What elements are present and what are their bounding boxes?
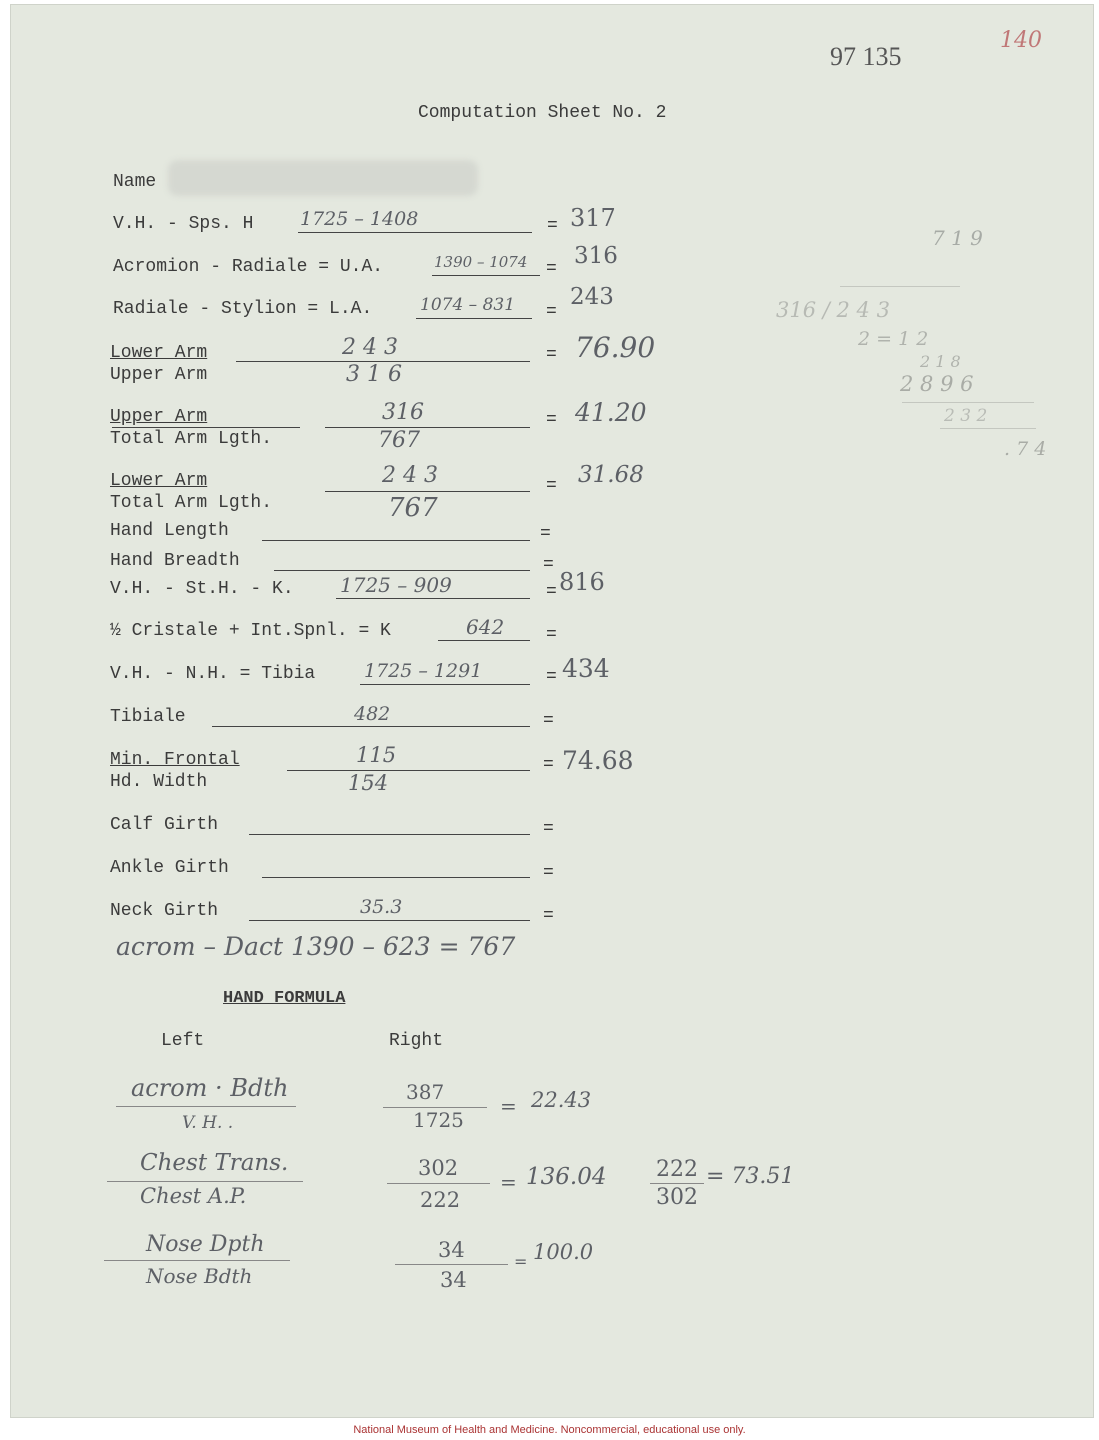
acromion-result: 316 bbox=[574, 243, 618, 269]
ratio2-result: 136.04 bbox=[526, 1164, 607, 1190]
ratio3-den: 34 bbox=[440, 1268, 467, 1292]
margin-note-line bbox=[902, 402, 1034, 403]
acrom-bdth-label: acrom · Bdth bbox=[131, 1074, 289, 1102]
ratio3-result: 100.0 bbox=[533, 1240, 594, 1264]
margin-note-line bbox=[940, 428, 1036, 429]
vh-nh-fill: 1725 – 1291 bbox=[364, 660, 483, 682]
neck-girth-eq: = bbox=[543, 906, 554, 926]
ratio2-extra-line bbox=[650, 1183, 704, 1184]
vh-label: V. H. . bbox=[182, 1113, 234, 1133]
acromion-fill: 1390 – 1074 bbox=[434, 253, 528, 271]
lower-total-num-label: Lower Arm bbox=[110, 471, 208, 491]
cristale-line bbox=[438, 640, 530, 641]
radiale-result: 243 bbox=[570, 284, 614, 310]
sheet-code: 97 135 bbox=[830, 42, 902, 71]
ratio3-num: 34 bbox=[438, 1238, 465, 1262]
lower-total-result: 31.68 bbox=[578, 462, 644, 488]
margin-note: . 7 4 bbox=[1004, 438, 1047, 460]
lower-upper-num: 2 4 3 bbox=[342, 335, 398, 360]
frontal-den: 154 bbox=[348, 771, 389, 795]
calf-girth-line bbox=[249, 834, 530, 835]
vh-nh-eq: = bbox=[546, 667, 557, 687]
cristale-label: ½ Cristale + Int.Spnl. = K bbox=[110, 621, 391, 641]
redacted-name bbox=[168, 160, 478, 196]
upper-total-line bbox=[325, 427, 530, 428]
radiale-label: Radiale - Stylion = L.A. bbox=[113, 299, 373, 319]
vh-nh-result: 434 bbox=[562, 654, 610, 683]
acromion-line bbox=[432, 275, 540, 276]
margin-note: 2 1 8 bbox=[920, 352, 961, 371]
lower-total-den: 767 bbox=[388, 493, 438, 523]
ankle-girth-label: Ankle Girth bbox=[110, 858, 229, 878]
ratio1-num: 387 bbox=[406, 1080, 445, 1104]
margin-note-line bbox=[840, 286, 960, 287]
margin-note: 7 1 9 bbox=[932, 226, 983, 250]
acrom-bdth-label-line bbox=[116, 1106, 296, 1107]
frontal-num: 115 bbox=[356, 743, 397, 767]
lower-upper-result: 76.90 bbox=[575, 331, 656, 364]
upper-total-num-label: Upper Arm bbox=[110, 407, 208, 427]
acromion-eq: = bbox=[546, 259, 557, 279]
tibiale-eq: = bbox=[543, 711, 554, 731]
right-heading: Right bbox=[389, 1031, 444, 1051]
hand-breadth-label: Hand Breadth bbox=[110, 551, 240, 571]
ratio2-extra-result: = 73.51 bbox=[706, 1164, 795, 1189]
lower-upper-eq: = bbox=[546, 345, 557, 365]
hand-length-eq: = bbox=[540, 524, 551, 544]
lower-upper-num-label: Lower Arm bbox=[110, 343, 208, 363]
vh-sps-result: 317 bbox=[570, 204, 616, 232]
frontal-num-label: Min. Frontal bbox=[110, 750, 240, 770]
nose-label-line bbox=[104, 1260, 290, 1261]
vh-sth-result: 816 bbox=[559, 568, 605, 596]
lower-upper-den-label: Upper Arm bbox=[110, 365, 208, 385]
margin-note: 2 3 2 bbox=[944, 406, 988, 426]
acrom-dact-note: acrom – Dact 1390 – 623 = 767 bbox=[116, 932, 516, 961]
vh-sps-eq: = bbox=[547, 216, 558, 236]
upper-total-result: 41.20 bbox=[575, 398, 647, 427]
nose-dpth-label: Nose Dpth bbox=[146, 1232, 265, 1257]
frontal-eq: = bbox=[543, 755, 554, 775]
vh-sth-eq: = bbox=[546, 582, 557, 602]
ankle-girth-eq: = bbox=[543, 863, 554, 883]
frontal-line bbox=[287, 770, 530, 771]
chest-ap-label: Chest A.P. bbox=[140, 1184, 247, 1208]
ratio2-den: 222 bbox=[420, 1188, 461, 1212]
lower-upper-den: 3 1 6 bbox=[346, 362, 402, 387]
neck-girth-line bbox=[249, 920, 530, 921]
calf-girth-label: Calf Girth bbox=[110, 815, 219, 835]
vh-sps-fill: 1725 – 1408 bbox=[300, 208, 419, 230]
chest-label-line bbox=[107, 1181, 303, 1182]
upper-total-den-label: Total Arm Lgth. bbox=[110, 429, 273, 449]
lower-total-eq: = bbox=[546, 476, 557, 496]
page-title: Computation Sheet No. 2 bbox=[418, 103, 667, 123]
upper-total-num: 316 bbox=[382, 400, 424, 425]
vh-nh-line bbox=[360, 684, 530, 685]
frontal-den-label: Hd. Width bbox=[110, 772, 208, 792]
tibiale-fill: 482 bbox=[354, 703, 391, 725]
margin-note: 2 = 1 2 bbox=[858, 328, 929, 350]
ratio1-eq: = bbox=[500, 1094, 517, 1118]
tibiale-label: Tibiale bbox=[110, 707, 186, 727]
ratio2-extra-num: 222 bbox=[656, 1157, 698, 1182]
hand-length-line bbox=[262, 540, 530, 541]
left-heading: Left bbox=[161, 1031, 205, 1051]
vh-sth-label: V.H. - St.H. - K. bbox=[110, 579, 294, 599]
ratio1-den: 1725 bbox=[413, 1108, 464, 1132]
hand-formula-title: HAND FORMULA bbox=[223, 989, 346, 1008]
red-mark: 140 bbox=[1000, 28, 1042, 53]
cristale-fill: 642 bbox=[466, 615, 505, 639]
ratio3-line bbox=[395, 1264, 508, 1265]
vh-sth-fill: 1725 – 909 bbox=[340, 573, 452, 597]
neck-girth-label: Neck Girth bbox=[110, 901, 219, 921]
ratio2-extra-den: 302 bbox=[656, 1185, 698, 1210]
vh-nh-label: V.H. - N.H. = Tibia bbox=[110, 664, 316, 684]
vh-sth-line bbox=[336, 598, 530, 599]
nose-bdth-label: Nose Bdth bbox=[146, 1264, 253, 1288]
museum-footer: National Museum of Health and Medicine. Noncommercial, educational use only. bbox=[353, 1424, 746, 1436]
vh-sps-line bbox=[298, 232, 532, 233]
hand-breadth-eq: = bbox=[543, 555, 554, 575]
acromion-label: Acromion - Radiale = U.A. bbox=[113, 257, 384, 277]
ankle-girth-line bbox=[262, 877, 530, 878]
ratio2-eq: = bbox=[500, 1170, 517, 1194]
neck-girth-fill: 35.3 bbox=[360, 896, 403, 918]
margin-note: 316 / 2 4 3 bbox=[776, 298, 890, 322]
margin-note: 2 8 9 6 bbox=[900, 372, 974, 396]
upper-total-label-line bbox=[112, 427, 300, 428]
chest-trans-label: Chest Trans. bbox=[140, 1150, 289, 1176]
ratio3-eq: = bbox=[514, 1252, 528, 1271]
name-label: Name bbox=[113, 172, 157, 192]
upper-total-eq: = bbox=[546, 410, 557, 430]
cristale-eq: = bbox=[546, 625, 557, 645]
hand-breadth-line bbox=[274, 570, 530, 571]
tibiale-line bbox=[212, 726, 530, 727]
calf-girth-eq: = bbox=[543, 819, 554, 839]
radiale-line bbox=[416, 318, 532, 319]
frontal-result: 74.68 bbox=[562, 746, 634, 775]
vh-sps-label: V.H. - Sps. H bbox=[113, 214, 254, 234]
radiale-fill: 1074 – 831 bbox=[420, 295, 516, 315]
ratio2-num: 302 bbox=[418, 1156, 459, 1180]
hand-length-label: Hand Length bbox=[110, 521, 229, 541]
radiale-eq: = bbox=[546, 302, 557, 322]
lower-total-den-label: Total Arm Lgth. bbox=[110, 493, 273, 513]
lower-total-num: 2 4 3 bbox=[382, 463, 438, 488]
lower-total-line bbox=[325, 491, 530, 492]
ratio2-line bbox=[387, 1183, 490, 1184]
upper-total-den: 767 bbox=[378, 428, 420, 453]
ratio1-result: 22.43 bbox=[531, 1088, 592, 1112]
